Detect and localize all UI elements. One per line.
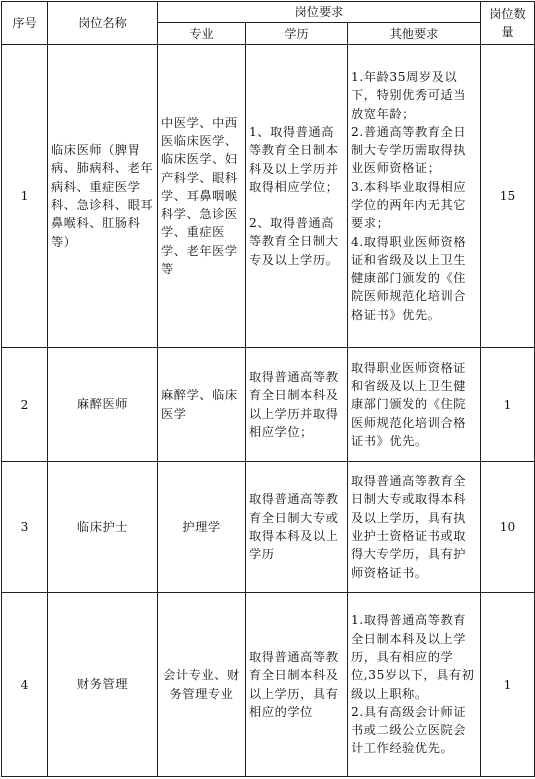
header-major: 专业 [158,23,246,45]
cell-line: 2.普通高等教育全日制大专学历需取得执业医师资格证； [351,124,467,176]
table-row [2,45,535,348]
cell-line: 2.具有高级会计师证书或二级公立医院会计工作经验优先。 [351,704,467,756]
row-seq: 3 [2,462,48,593]
row-count: 1 [481,348,535,462]
header-row-top [2,2,535,23]
cell-line: 取得普通高等教育全日制大专或取得本科及以上学历，具有执业护士资格证书或取得大专学历，具有护师资格证书。 [351,474,467,580]
cell-line [249,196,344,214]
header-education: 学历 [246,23,348,45]
row-position-name: 麻醉医师 [48,348,158,462]
table-row [2,348,535,462]
row-major: 麻醉学、临床医学 [158,348,246,462]
cell-line: 取得普通高等教育全日制本科及以上学历，具有相应的学位 [249,649,339,719]
row-other-requirements [348,348,481,462]
row-major: 中医学、中西医临床医学、临床医学、妇产科学、眼科学、耳鼻咽喉科学、急诊医学、重症医学、老年医学等 [158,45,246,348]
table-row [2,462,535,593]
cell-line: 1、取得普通高等教育全日制本科及以上学历并取得相应学位； [249,124,339,194]
row-other-requirements [348,462,481,593]
cell-line: 取得职业医师资格证和省级及以上卫生健康部门颁发的《住院医师规范化培训合格证书》优先。 [351,360,467,448]
header-position-name: 岗位名称 [48,2,158,45]
header-position-count: 岗位数量 [481,2,535,45]
row-education [246,593,348,777]
row-position-name: 财务管理 [48,593,158,777]
row-major: 会计专业、财务管理专业 [158,593,246,777]
row-other-requirements [348,593,481,777]
row-position-name: 临床医师（脾胃病、肺病科、老年病科、重症医学科、急诊科、眼耳鼻喉科、肛肠科等） [48,45,158,348]
table-row [2,593,535,777]
row-seq: 2 [2,348,48,462]
row-position-name: 临床护士 [48,462,158,593]
row-count: 10 [481,462,535,593]
header-seq: 序号 [2,2,48,45]
row-education [246,45,348,348]
row-education [246,462,348,593]
cell-line: 取得普通高等教育全日制本科及以上学历并取得相应学位； [249,369,339,439]
row-seq: 4 [2,593,48,777]
row-count: 1 [481,593,535,777]
cell-line: 取得普通高等教育全日制大专或取得本科及以上学历 [249,492,339,562]
cell-line: 1.年龄35周岁及以下，特别优秀可适当放宽年龄； [351,69,467,121]
header-position-requirements: 岗位要求 [158,2,481,23]
cell-line: 1.取得普通高等教育全日制本科及以上学历，具有相应的学位,35岁以下，具有初级以上职称。 [351,613,475,701]
row-count: 15 [481,45,535,348]
row-seq: 1 [2,45,48,348]
cell-line: 2、取得普通高等教育全日制大专及以上学历。 [249,216,339,267]
row-major: 护理学 [158,462,246,593]
header-other-requirements: 其他要求 [348,23,481,45]
cell-line: 4.取得职业医师资格证和省级及以上卫生健康部门颁发的《住院医师规范化培训合格证书》优先。 [351,234,467,322]
recruitment-table [1,1,535,777]
row-other-requirements [348,45,481,348]
row-education [246,348,348,462]
cell-line: 3.本科毕业取得相应学位的两年内无其它要求； [351,179,467,231]
